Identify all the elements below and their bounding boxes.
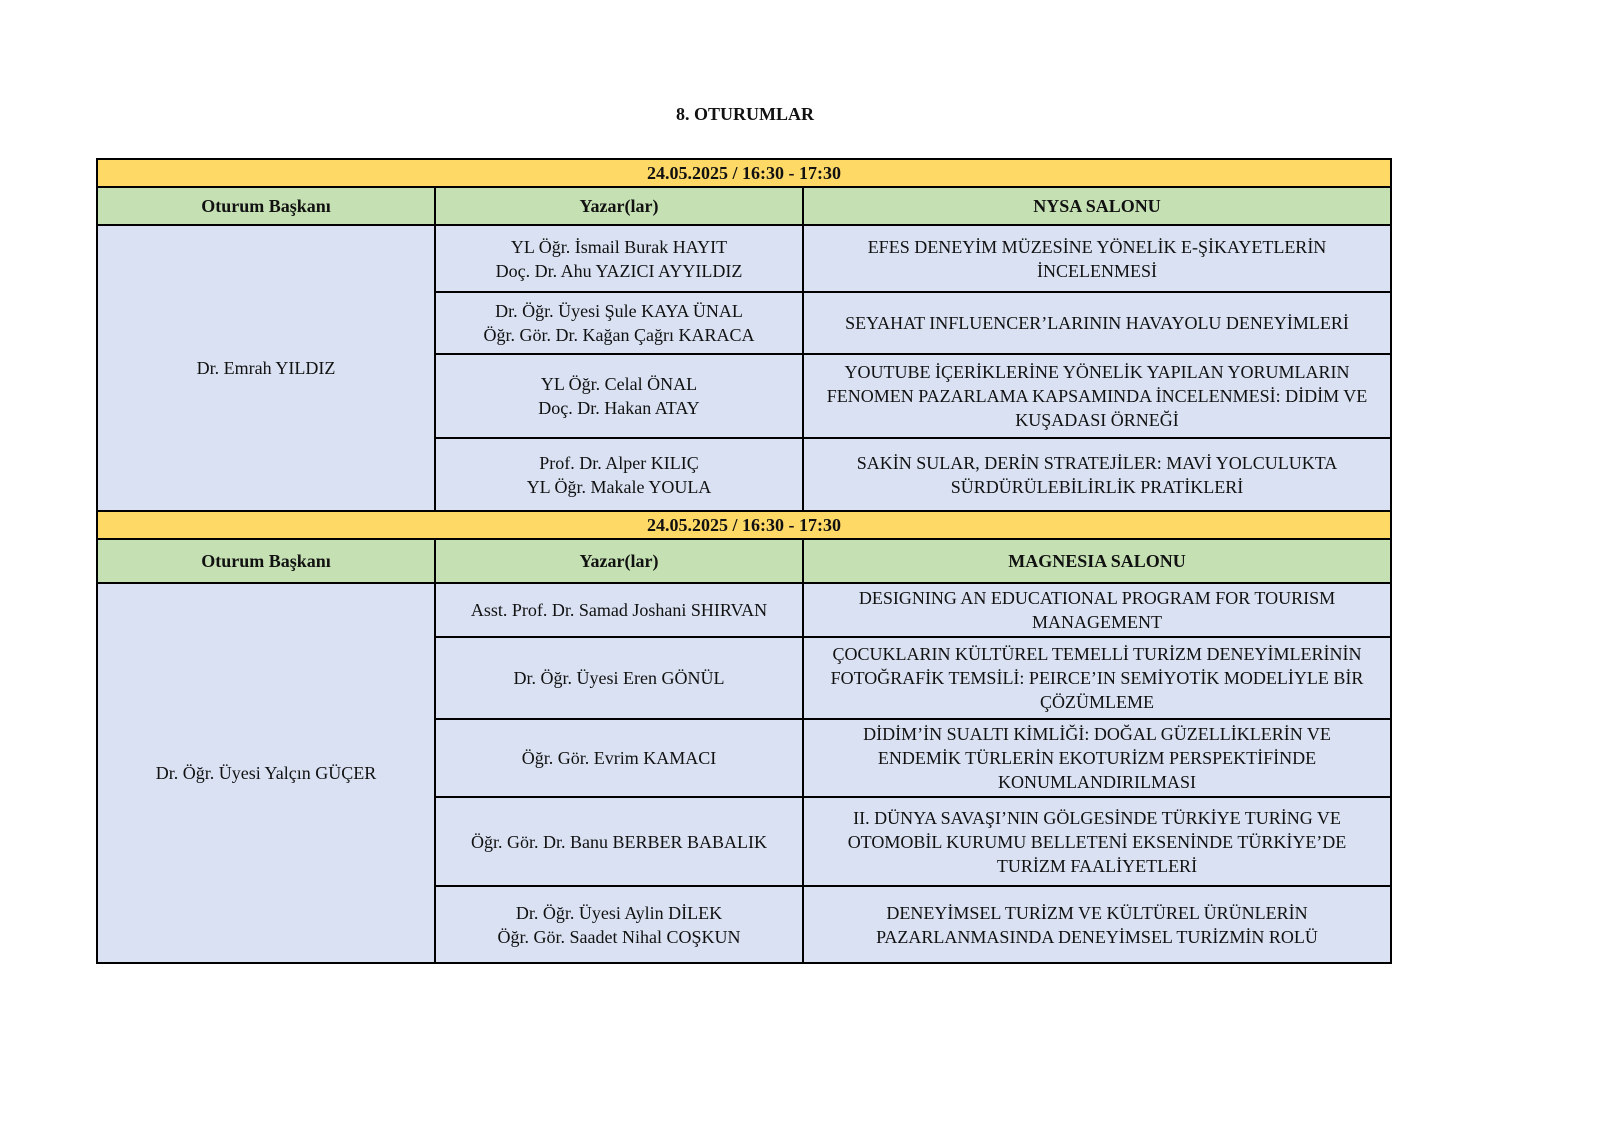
paper-title [803,354,1391,438]
paper-authors [435,886,803,963]
title-line: ÇOCUKLARIN KÜLTÜREL TEMELLİ TURİZM DENEYİMLERİNİN [832,644,1362,664]
title-line: DESIGNING AN EDUCATIONAL PROGRAM FOR TOURISM [858,588,1336,608]
header-chair: Oturum Başkanı [97,539,435,583]
header-chair: Oturum Başkanı [97,187,435,225]
author-name: Öğr. Gör. Dr. Banu BERBER BABALIK [470,831,767,852]
author-name: YL Öğr. Celal ÖNAL [540,374,698,394]
title-line: EFES DENEYİM MÜZESİNE YÖNELİK E-ŞİKAYETLERİN [867,236,1327,257]
header-hall: MAGNESIA SALONU [803,539,1391,583]
paper-authors [435,719,803,797]
paper-title [803,637,1391,719]
author-name: YL Öğr. Makale YOULA [526,476,712,497]
page-title: 8. OTURUMLAR [676,104,814,124]
paper-title [803,886,1391,963]
session-date-row [97,159,1391,187]
author-name: Öğr. Gör. Dr. Kağan Çağrı KARACA [483,325,755,345]
author-name: Asst. Prof. Dr. Samad Joshani SHIRVAN [470,600,768,620]
paper-title [803,292,1391,354]
session-header-row [97,539,1391,583]
paper-title [803,225,1391,292]
session-schedule-table [96,158,1392,964]
paper-authors [435,583,803,637]
title-line: KONUMLANDIRILMASI [998,772,1196,792]
title-line: PAZARLANMASINDA DENEYİMSEL TURİZMİN ROLÜ [876,926,1318,947]
title-line: TURİZM FAALİYETLERİ [996,855,1198,876]
session-chair: Dr. Öğr. Üyesi Yalçın GÜÇER [97,583,435,963]
author-name: YL Öğr. İsmail Burak HAYIT [510,236,728,257]
paper-authors [435,797,803,886]
header-authors: Yazar(lar) [435,187,803,225]
author-name: Dr. Öğr. Üyesi Aylin DİLEK [515,902,723,923]
title-line: DENEYİMSEL TURİZM VE KÜLTÜREL ÜRÜNLERİN [886,902,1308,923]
title-line: SÜRDÜRÜLEBİLİRLİK PRATİKLERİ [950,476,1244,497]
author-name: Prof. Dr. Alper KILIÇ [539,452,699,473]
title-line: YOUTUBE İÇERİKLERİNE YÖNELİK YAPILAN YORUMLARIN [844,362,1350,382]
title-line: FENOMEN PAZARLAMA KAPSAMINDA İNCELENMESİ: DİDİM VE [826,386,1368,406]
author-name: Öğr. Gör. Saadet Nihal COŞKUN [497,926,741,947]
session-date-time: 24.05.2025 / 16:30 - 17:30 [97,159,1391,187]
title-line: DİDİM’İN SUALTI KİMLİĞİ: DOĞAL GÜZELLİKLERİN VE [863,724,1331,744]
author-name: Doç. Dr. Hakan ATAY [538,398,700,418]
title-line: SAKİN SULAR, DERİN STRATEJİLER: MAVİ YOLCULUKTA [856,452,1338,473]
session-date-row [97,511,1391,539]
title-line: İNCELENMESİ [1037,260,1157,281]
title-line: ÇÖZÜMLEME [1040,692,1154,712]
author-name: Dr. Öğr. Üyesi Eren GÖNÜL [513,668,725,688]
author-name: Doç. Dr. Ahu YAZICI AYYILDIZ [495,260,743,281]
title-line: KUŞADASI ÖRNEĞİ [1015,410,1179,430]
paper-row [97,225,1391,292]
header-hall: NYSA SALONU [803,187,1391,225]
title-line: FOTOĞRAFİK TEMSİLİ: PEIRCE’IN SEMİYOTİK MODELİYLE BİR [830,668,1364,688]
session-chair: Dr. Emrah YILDIZ [97,225,435,511]
author-name: Dr. Öğr. Üyesi Şule KAYA ÜNAL [495,301,743,321]
session-header-row [97,187,1391,225]
title-line: OTOMOBİL KURUMU BELLETENİ EKSENİNDE TÜRKİYE’DE [847,831,1347,852]
title-line: SEYAHAT INFLUENCER’LARININ HAVAYOLU DENEYİMLERİ [845,313,1349,333]
header-authors: Yazar(lar) [435,539,803,583]
paper-authors [435,438,803,511]
paper-title [803,438,1391,511]
title-line: ENDEMİK TÜRLERİN EKOTURİZM PERSPEKTİFİNDE [877,748,1317,768]
title-line: II. DÜNYA SAVAŞI’NIN GÖLGESİNDE TÜRKİYE TURİNG VE [853,807,1341,828]
paper-title [803,797,1391,886]
title-line: MANAGEMENT [1032,612,1162,632]
paper-authors [435,225,803,292]
session-date-time: 24.05.2025 / 16:30 - 17:30 [97,511,1391,539]
paper-authors [435,292,803,354]
paper-authors [435,637,803,719]
paper-authors [435,354,803,438]
paper-row [97,583,1391,637]
paper-title [803,583,1391,637]
author-name: Öğr. Gör. Evrim KAMACI [521,748,717,768]
paper-title [803,719,1391,797]
